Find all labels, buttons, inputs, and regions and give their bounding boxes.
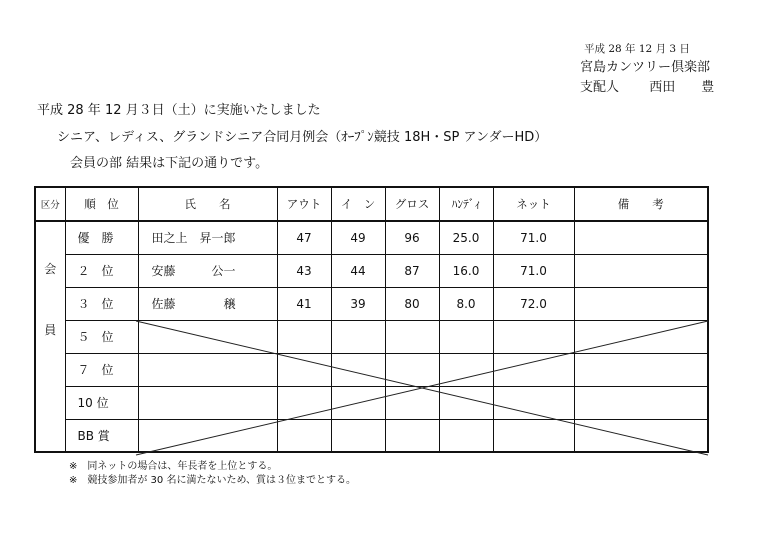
gross-cell: 96 [385,221,439,254]
table-header-row [35,187,708,221]
table-row [35,221,708,254]
footnote-2: ※ 競技参加者が 30 名に満たないため、賞は３位までとする。 [69,475,357,486]
gross-cell [385,386,439,419]
out-cell: 41 [277,287,331,320]
note-cell [574,419,708,452]
header-in: イ ン [331,187,385,221]
net-cell: 71.0 [493,221,574,254]
out-cell [277,419,331,452]
manager-signature [580,76,714,95]
note-cell [574,320,708,353]
handicap-cell: 8.0 [439,287,493,320]
table-row [35,287,708,320]
net-cell [493,320,574,353]
rank-cell: ３ 位 [65,287,138,320]
handicap-cell [439,353,493,386]
name-cell [138,320,277,353]
handicap-cell: 25.0 [439,221,493,254]
intro-line-2: シニア、レディス、グランドシニア合同月例会（ｵｰﾌﾟﾝ競技 18H・SP アンダーHD） [57,130,548,145]
header-out: アウト [277,187,331,221]
handicap-cell [439,320,493,353]
footnote-1: ※ 同ネットの場合は、年長者を上位とする。 [69,461,278,472]
table-row [35,254,708,287]
division-char-2: 員 [44,323,57,337]
table-row [35,320,708,353]
club-name: 宮島カンツリー倶楽部 [580,60,711,75]
name-cell [138,419,277,452]
name-cell [138,353,277,386]
table-row [35,386,708,419]
name-cell [138,386,277,419]
header-net: ネット [493,187,574,221]
note-cell [574,386,708,419]
note-cell [574,287,708,320]
manager-name: 西田 豊 [649,80,715,95]
rank-cell: ２ 位 [65,254,138,287]
header-handicap: ﾊﾝﾃﾞｨ [439,187,493,221]
in-cell: 44 [331,254,385,287]
net-cell [493,386,574,419]
gross-cell [385,353,439,386]
in-cell [331,419,385,452]
division-cell [35,221,65,452]
net-cell [493,353,574,386]
in-cell: 39 [331,287,385,320]
rank-cell: BB 賞 [65,419,138,452]
intro-line-3: 会員の部 結果は下記の通りです。 [70,156,269,171]
header-note: 備 考 [574,187,708,221]
out-cell [277,353,331,386]
rank-cell: 優 勝 [65,221,138,254]
header-name: 氏 名 [138,187,277,221]
out-cell: 43 [277,254,331,287]
rank-cell: ７ 位 [65,353,138,386]
table-row [35,419,708,452]
note-cell [574,221,708,254]
document-date: 平成 28 年 12 月 3 日 [584,43,690,55]
rank-cell: 10 位 [65,386,138,419]
header-division: 区分 [35,187,65,221]
note-cell [574,353,708,386]
out-cell [277,320,331,353]
division-char-1: 会 [44,262,57,276]
note-cell [574,254,708,287]
gross-cell: 87 [385,254,439,287]
handicap-cell: 16.0 [439,254,493,287]
in-cell [331,320,385,353]
table-row [35,353,708,386]
name-cell: 佐藤 穣 [138,287,277,320]
in-cell [331,386,385,419]
intro-line-1: 平成 28 年 12 月３日（土）に実施いたしました [37,103,321,118]
results-table [34,186,709,453]
out-cell [277,386,331,419]
manager-title: 支配人 [580,80,620,95]
name-cell: 田之上 昇一郎 [138,221,277,254]
name-cell: 安藤 公一 [138,254,277,287]
handicap-cell [439,419,493,452]
net-cell: 72.0 [493,287,574,320]
in-cell: 49 [331,221,385,254]
gross-cell [385,419,439,452]
out-cell: 47 [277,221,331,254]
net-cell [493,419,574,452]
header-gross: グロス [385,187,439,221]
header-rank: 順 位 [65,187,138,221]
net-cell: 71.0 [493,254,574,287]
in-cell [331,353,385,386]
rank-cell: ５ 位 [65,320,138,353]
handicap-cell [439,386,493,419]
gross-cell [385,320,439,353]
gross-cell: 80 [385,287,439,320]
